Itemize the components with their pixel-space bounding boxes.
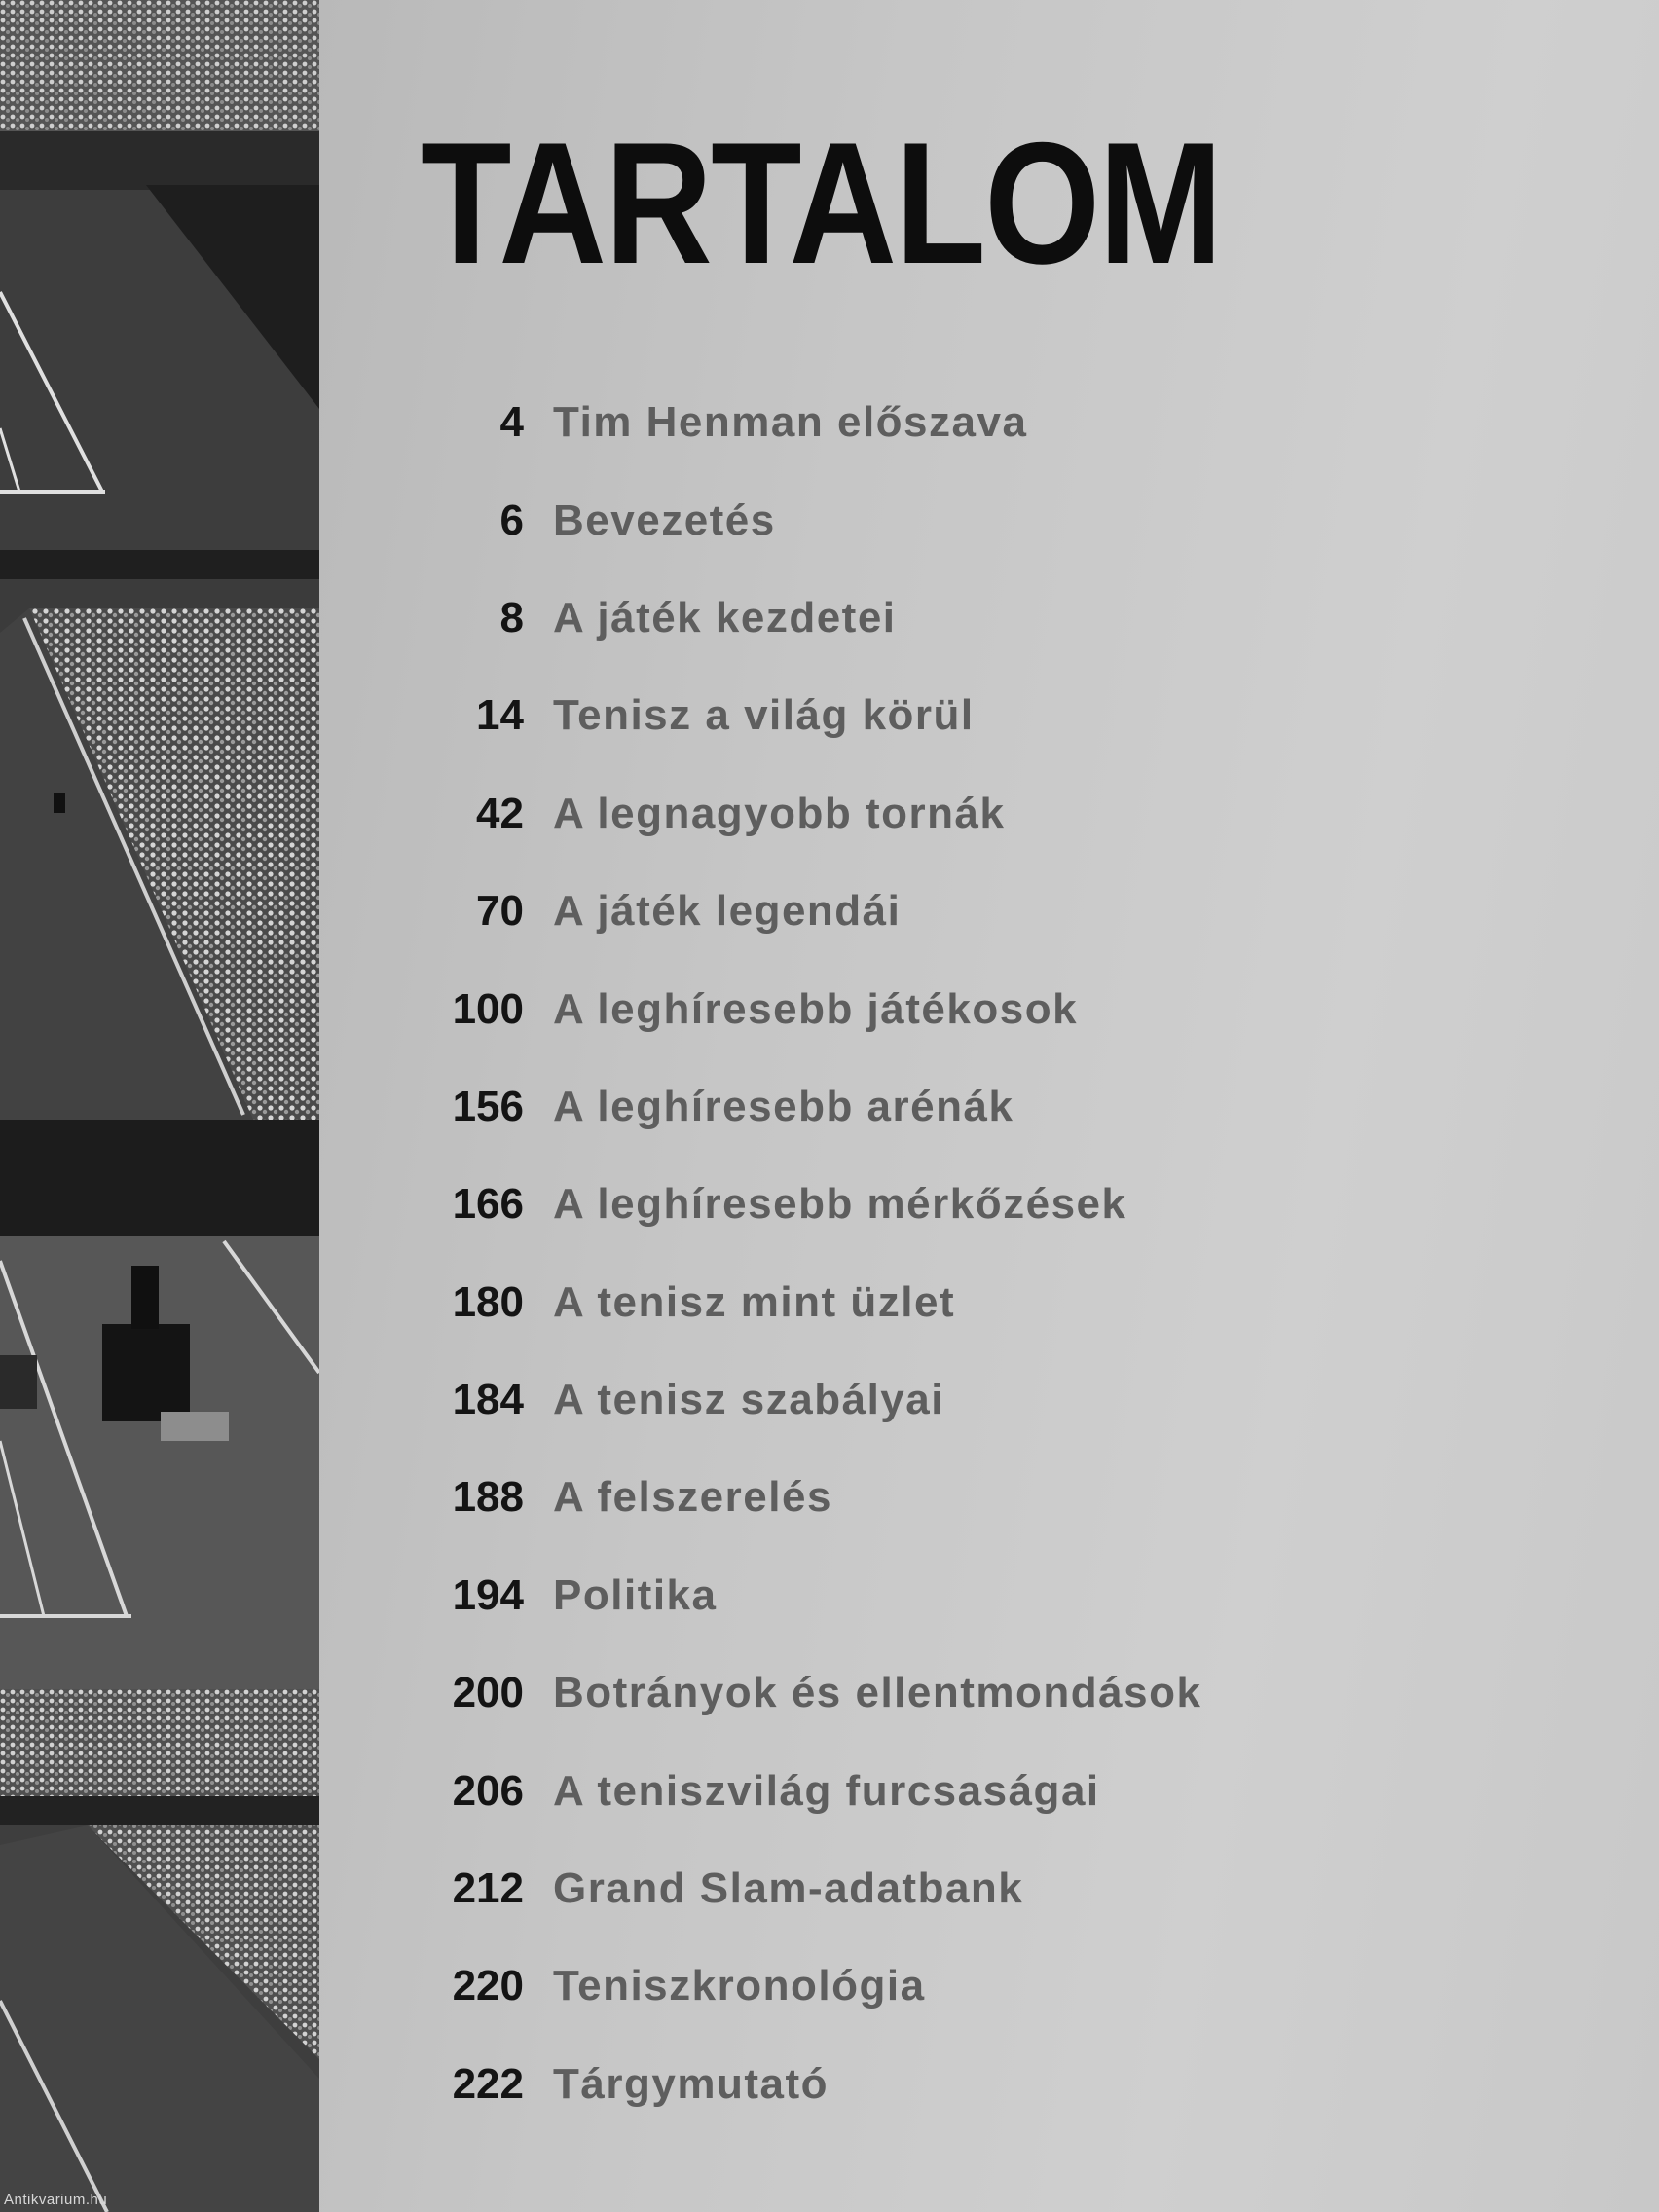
toc-entry xyxy=(319,1644,1659,1742)
toc-entry-title: Tim Henman előszava xyxy=(553,398,1028,447)
toc-page-number: 42 xyxy=(476,789,524,837)
toc-entry xyxy=(319,1351,1659,1449)
toc-page-number: 200 xyxy=(452,1669,524,1717)
toc-page-number: 6 xyxy=(499,496,524,544)
toc-entry xyxy=(319,1449,1659,1546)
toc-page-number: 100 xyxy=(452,984,524,1033)
toc-entry-title: A leghíresebb arénák xyxy=(553,1082,1014,1130)
toc-entry-title: A legnagyobb tornák xyxy=(553,789,1006,837)
toc-entry xyxy=(319,667,1659,764)
toc-entry-title: A leghíresebb mérkőzések xyxy=(553,1180,1127,1229)
toc-entry xyxy=(319,1937,1659,2035)
toc-page-number: 156 xyxy=(452,1082,524,1130)
toc-entry xyxy=(319,471,1659,569)
toc-page-number: 184 xyxy=(452,1376,524,1424)
toc-entry-title: Tenisz a világ körül xyxy=(553,691,975,740)
toc-entry-title: A játék kezdetei xyxy=(553,593,897,642)
table-of-contents xyxy=(319,374,1659,2133)
toc-entry xyxy=(319,1547,1659,1644)
page-title: TARTALOM xyxy=(421,106,1222,300)
toc-entry xyxy=(319,863,1659,960)
toc-page-number: 180 xyxy=(452,1277,524,1326)
toc-entry-title: A tenisz szabályai xyxy=(553,1376,944,1424)
toc-entry xyxy=(319,1156,1659,1253)
toc-entry xyxy=(319,1742,1659,1839)
toc-page-number: 4 xyxy=(499,398,524,447)
toc-entry-title: A leghíresebb játékosok xyxy=(553,984,1079,1033)
toc-entry-title: A játék legendái xyxy=(553,887,902,936)
toc-page-number: 222 xyxy=(452,2059,524,2108)
toc-entry-title: Politika xyxy=(553,1570,718,1619)
toc-entry xyxy=(319,374,1659,471)
court-photo-1 xyxy=(0,0,319,550)
court-photo-3 xyxy=(0,1120,319,1689)
toc-page-number: 14 xyxy=(476,691,524,740)
photo-strip xyxy=(0,0,319,2212)
toc-page-number: 220 xyxy=(452,1962,524,2010)
toc-entry-title: A teniszvilág furcsaságai xyxy=(553,1766,1100,1815)
toc-entry xyxy=(319,1254,1659,1351)
watermark: Antikvarium.hu xyxy=(4,2192,108,2208)
toc-entry xyxy=(319,570,1659,667)
toc-page-number: 166 xyxy=(452,1180,524,1229)
toc-entry-title: Botrányok és ellentmondások xyxy=(553,1669,1202,1717)
toc-entry-title: Bevezetés xyxy=(553,496,776,544)
toc-entry xyxy=(319,960,1659,1057)
toc-page-number: 206 xyxy=(452,1766,524,1815)
toc-entry-title: A tenisz mint üzlet xyxy=(553,1277,956,1326)
toc-entry xyxy=(319,1840,1659,1937)
toc-entry-title: Grand Slam-adatbank xyxy=(553,1864,1024,1913)
toc-entry xyxy=(319,765,1659,863)
toc-entry-title: Tárgymutató xyxy=(553,2059,829,2108)
toc-page-number: 194 xyxy=(452,1570,524,1619)
court-photo-2 xyxy=(0,550,319,1120)
toc-page-number: 188 xyxy=(452,1473,524,1522)
toc-entry-title: Teniszkronológia xyxy=(553,1962,926,2010)
contents-page xyxy=(319,0,1659,2212)
court-photo-4 xyxy=(0,1689,319,2212)
toc-entry-title: A felszerelés xyxy=(553,1473,832,1522)
toc-page-number: 70 xyxy=(476,887,524,936)
toc-entry xyxy=(319,2036,1659,2133)
toc-page-number: 212 xyxy=(452,1864,524,1913)
toc-page-number: 8 xyxy=(499,593,524,642)
toc-entry xyxy=(319,1058,1659,1156)
